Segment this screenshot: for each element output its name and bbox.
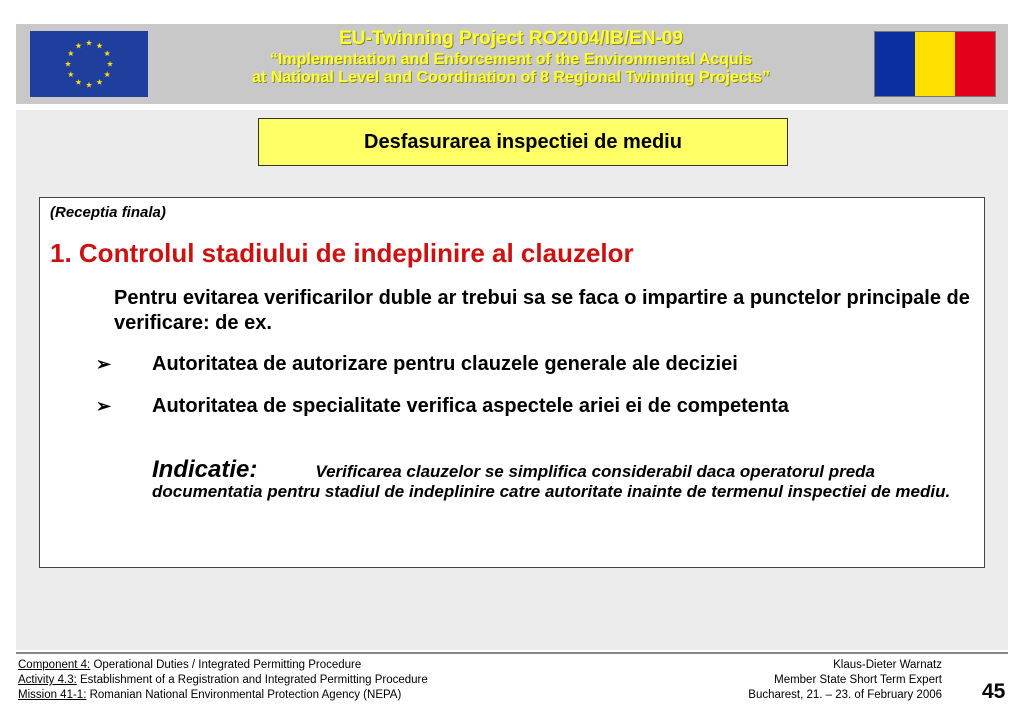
eu-star-icon <box>104 71 110 77</box>
subtitle: (Receptia finala) <box>50 204 166 221</box>
section-heading: 1. Controlul stadiului de indeplinire al clauzelor <box>50 238 634 268</box>
footer-divider <box>16 652 1008 654</box>
bullet-text: Autoritatea de autorizare pentru clauzele generale ale deciziei <box>152 353 738 375</box>
project-title-line1: EU-Twinning Project RO2004/IB/EN-09 <box>339 28 683 49</box>
footer-mission <box>18 688 428 703</box>
header-banner <box>16 24 1008 104</box>
note-label: Indicatie: <box>152 456 258 483</box>
project-title-line2: “Implementation and Enforcement of the Environmental Acquis <box>269 51 753 68</box>
eu-star-icon <box>68 50 74 56</box>
page-number: 45 <box>982 680 1006 703</box>
flag-stripe-blue <box>875 32 915 96</box>
footer-key: Mission 41-1: <box>18 689 87 701</box>
intro-paragraph: Pentru evitarea verificarilor duble ar trebui sa se faca o impartire a punctelor principale de verificare: de ex. <box>114 287 970 334</box>
footer-right <box>748 658 942 703</box>
eu-star-icon <box>68 71 74 77</box>
romania-flag-icon <box>874 31 996 97</box>
eu-star-icon <box>104 50 110 56</box>
bullet-text: Autoritatea de specialitate verifica aspectele ariei ei de competenta <box>152 395 789 417</box>
eu-flag-icon <box>30 31 148 97</box>
footer-value: Operational Duties / Integrated Permitting Procedure <box>90 659 362 671</box>
flag-stripe-yellow <box>915 32 955 96</box>
flag-stripe-red <box>955 32 995 96</box>
project-title <box>156 28 866 87</box>
project-title-line3: at National Level and Coordination of 8 Regional Twinning Projects” <box>252 69 770 86</box>
eu-star-icon <box>75 43 81 49</box>
arrow-bullet-icon: ➢ <box>96 396 112 416</box>
bullet-item <box>96 394 966 419</box>
footer-location-date: Bucharest, 21. – 23. of February 2006 <box>748 689 942 701</box>
eu-star-icon <box>75 79 81 85</box>
footer-activity <box>18 673 428 688</box>
eu-star-icon <box>107 61 113 67</box>
content-box <box>39 197 985 568</box>
footer-key: Activity 4.3: <box>18 674 77 686</box>
eu-star-icon <box>65 61 71 67</box>
footer-value: Establishment of a Registration and Integrated Permitting Procedure <box>76 674 428 686</box>
arrow-bullet-icon: ➢ <box>96 354 112 374</box>
eu-star-icon <box>96 43 102 49</box>
note <box>152 456 972 502</box>
eu-star-icon <box>86 82 92 88</box>
footer-left <box>18 658 428 703</box>
bullet-item <box>96 352 966 377</box>
footer-component <box>18 658 428 673</box>
eu-star-icon <box>86 40 92 46</box>
footer-author: Klaus-Dieter Warnatz <box>833 659 942 671</box>
note-text: Verificarea clauzelor se simplifica considerabil daca operatorul preda documentatia pentru stadiul de indeplinire catre autoritate inainte de termenul inspectiei de mediu. <box>152 462 951 501</box>
footer-value: Romanian National Environmental Protection Agency (NEPA) <box>86 689 402 701</box>
footer-key: Component 4: <box>18 659 91 671</box>
eu-star-icon <box>96 79 102 85</box>
footer-role: Member State Short Term Expert <box>774 674 942 686</box>
slide-title: Desfasurarea inspectiei de mediu <box>258 118 788 166</box>
